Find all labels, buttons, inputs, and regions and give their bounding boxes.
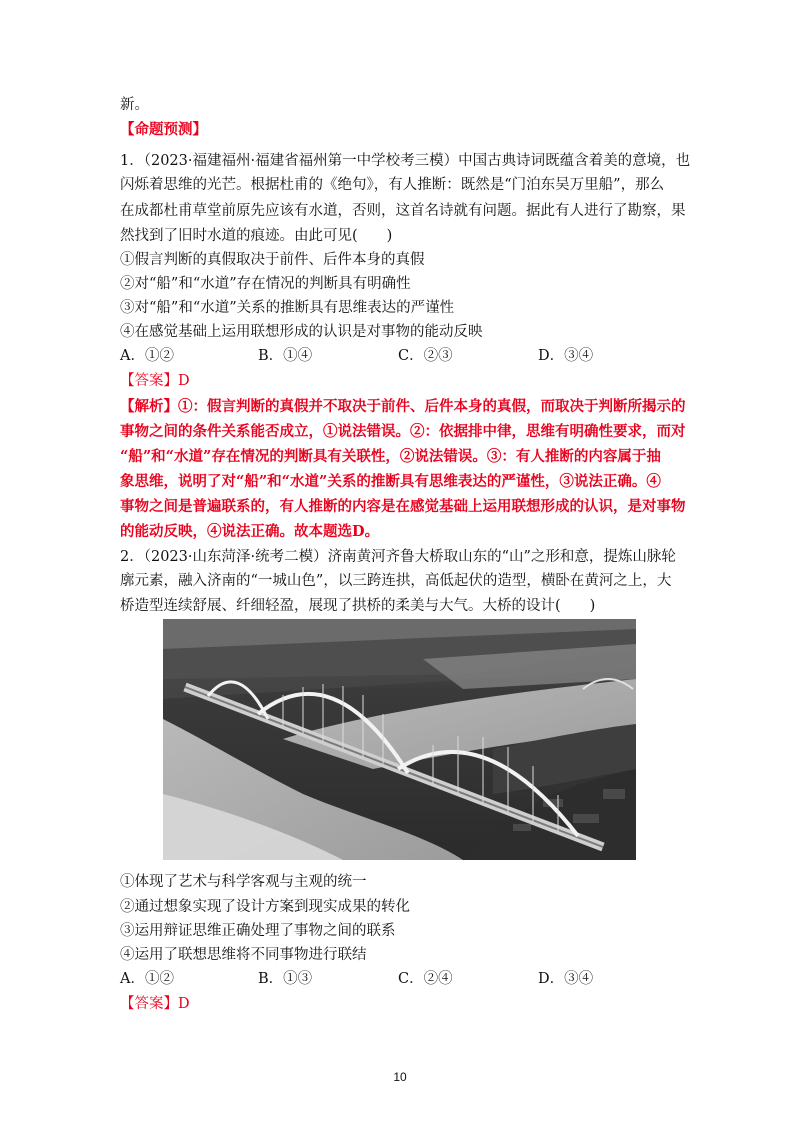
q1-statement: ②对“船”和“水道”存在情况的判断具有明确性: [120, 276, 411, 292]
q2-stem-line: 2．（2023·山东菏泽·统考二模）济南黄河齐鲁大桥取山东的“山”之形和意，提炼山脉轮: [120, 549, 676, 565]
q1-stem-line: 然找到了旧时水道的痕迹。由此可见( ): [120, 228, 393, 244]
q1-analysis-line: 的能动反映，④说法正确。故本题选D。: [120, 523, 380, 540]
q1-stem-line: 1．（2023·福建福州·福建省福州第一中学校考三模）中国古典诗词既蕴含着美的意境，也: [120, 153, 691, 169]
q1-analysis-line: 事物之间的条件关系能否成立，①说法错误。②：依据排中律，思维有明确性要求，而对: [120, 423, 686, 440]
q2-option-b: B．①③: [258, 971, 313, 987]
q2-statement: ①体现了艺术与科学客观与主观的统一: [120, 874, 367, 890]
q1-analysis-line: 【解析】①：假言判断的真假并不取决于前件、后件本身的真假，而取决于判断所揭示的: [120, 398, 686, 415]
section-title: 【命题预测】: [120, 121, 207, 138]
page-number: 10: [393, 1070, 407, 1084]
q1-option-b: B．①④: [258, 348, 313, 364]
q1-statement: ④在感觉基础上运用联想形成的认识是对事物的能动反映: [120, 324, 483, 340]
q1-stem-line: 闪烁着思维的光芒。根据杜甫的《绝句》，有人推断：既然是“门泊东吴万里船”，那么: [120, 177, 665, 193]
q2-statement: ③运用辩证思维正确处理了事物之间的联系: [120, 923, 396, 939]
q1-analysis-line: 象思维，说明了对“船”和“水道”关系的推断具有思维表达的严谨性，③说法正确。④: [120, 473, 661, 490]
q2-option-c: C．②④: [398, 971, 453, 987]
answer-label: 【答案】: [120, 373, 178, 389]
q2-option-d: D．③④: [538, 971, 594, 987]
q1-statement: ①假言判断的真假取决于前件、后件本身的真假: [120, 252, 425, 268]
continuation-text: 新。: [120, 97, 149, 113]
q1-answer: [120, 371, 190, 391]
q1-option-c: C．②③: [398, 348, 453, 364]
q2-stem-line: 桥造型连续舒展、纤细轻盈，展现了拱桥的柔美与大气。大桥的设计( ): [120, 598, 596, 614]
answer-label: 【答案】: [120, 996, 178, 1012]
q2-statement: ②通过想象实现了设计方案到现实成果的转化: [120, 899, 410, 915]
answer-value: D: [178, 996, 190, 1012]
q1-option-d: D．③④: [538, 348, 594, 364]
q1-analysis-line: 事物之间是普遍联系的，有人推断的内容是在感觉基础上运用联想形成的认识，是对事物: [120, 498, 686, 515]
q2-option-a: A．①②: [120, 971, 174, 987]
q2-statement: ④运用了联想思维将不同事物进行联结: [120, 947, 367, 963]
q1-analysis-line: “船”和“水道”存在情况的判断具有关联性，②说法错误。③：有人推断的内容属于抽: [120, 448, 661, 465]
answer-value: D: [178, 373, 190, 389]
q1-stem-line: 在成都杜甫草堂前原先应该有水道，否则，这首名诗就有问题。据此有人进行了勘察，果: [120, 203, 686, 219]
q1-option-a: A．①②: [120, 348, 174, 364]
q2-stem-line: 廓元素，融入济南的“一城山色”，以三跨连拱，高低起伏的造型，横卧在黄河之上，大: [120, 573, 672, 589]
bridge-photo: [163, 619, 636, 860]
q2-answer: [120, 994, 190, 1014]
q1-statement: ③对“船”和“水道”关系的推断具有思维表达的严谨性: [120, 300, 455, 316]
